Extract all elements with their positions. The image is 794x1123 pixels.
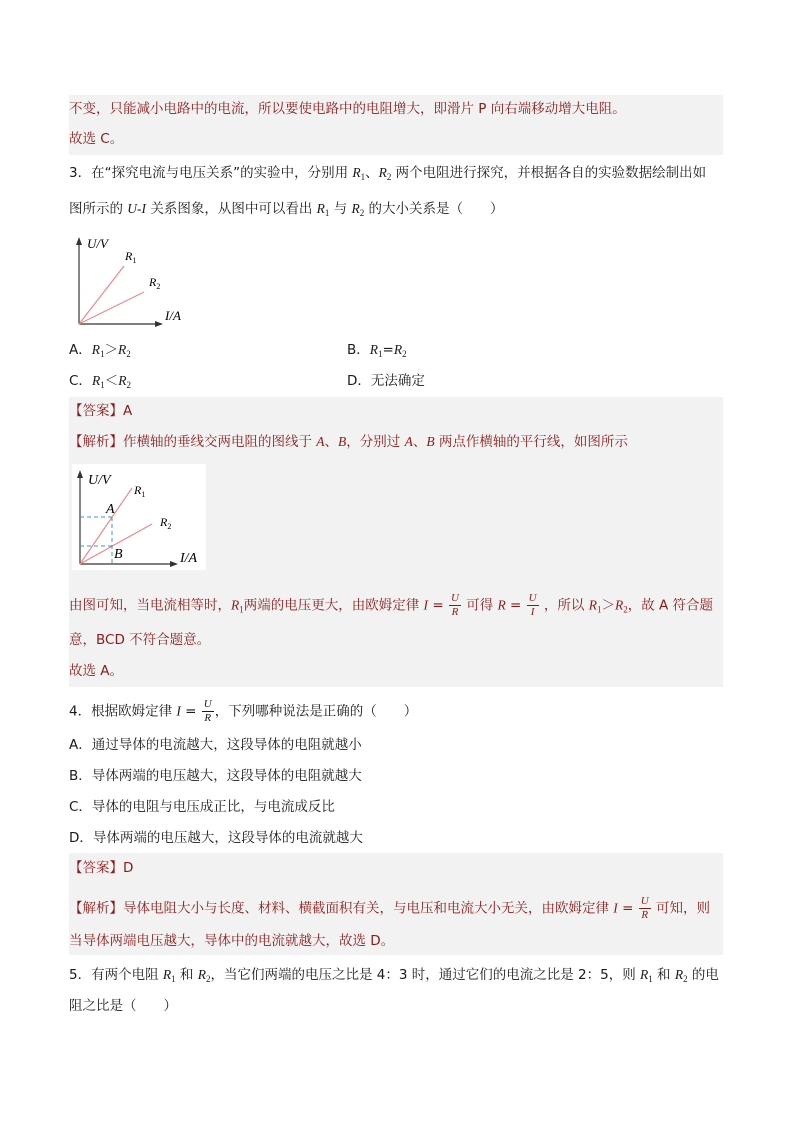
ohm-fraction: $\frac{U}{R}$ xyxy=(640,895,649,921)
point-a-label: A xyxy=(106,502,115,517)
q5-stem-line2: 阻之比是（ ） xyxy=(69,998,177,1014)
q3-conclusion-line1: 由图可知，当电流相等时，$R_1$两端的电压更大，由欧姆定律 I = $\frac{U}{R}$ 可得 R = $\frac{U}{I}$ ，所以 $R_1>R_2$，故 A 符合题 xyxy=(69,592,714,618)
q4-analysis-line2: 当导体两端电压越大，导体中的电流就越大，故选 D。 xyxy=(69,933,395,949)
q4-analysis-line1: 【解析】导体电阻大小与长度、材料、横截面积有关，与电压和电流大小无关，由欧姆定律 I = $\frac{U}{R}$ 可知，则 xyxy=(69,895,710,921)
x-axis-arrow xyxy=(155,321,163,327)
line-r1 xyxy=(79,266,124,324)
y-axis-label: U/V xyxy=(87,236,108,251)
q5-stem-line1: 5．有两个电阻 $R_1$ 和 $R_2$，当它们两端的电压之比是 4：3 时，通过它们的电流之比是 2：5，则 $R_1$ 和 $R_2$ 的电 xyxy=(69,967,719,984)
q3-ui-graph xyxy=(69,232,199,330)
q3-option-b: B．$R_1=R_2$ xyxy=(347,342,407,359)
prev-choice: 故选 C。 xyxy=(69,131,124,147)
q3-stem-line2: 图所示的 U-I 关系图象，从图中可以看出 $R_1$ 与 $R_2$ 的大小关系是（ ） xyxy=(69,201,504,218)
line-r1 xyxy=(80,488,132,564)
label-r1: $R_1$ xyxy=(134,483,146,499)
q3-analysis-graph xyxy=(72,464,206,570)
ohm-fraction: $\frac{U}{R}$ xyxy=(203,698,212,724)
q3-stem-line1: 3．在“探究电流与电压关系”的实验中，分别用 $R_1$、$R_2$ 两个电阻进行探究，并根据各自的实验数据绘制出如 xyxy=(69,165,707,182)
q3-answer: 【答案】A xyxy=(69,403,133,419)
y-axis-arrow xyxy=(77,470,83,478)
x-axis-arrow xyxy=(170,561,178,567)
prev-analysis-text: 不变，只能减小电路中的电流，所以要使电路中的电阻增大，即滑片 P 向右端移动增大电阻。 xyxy=(69,101,626,117)
resistance-fraction: $\frac{U}{I}$ xyxy=(528,592,537,618)
q4-option-c: C．导体的电阻与电压成正比，与电流成反比 xyxy=(69,799,335,815)
label-r2: $R_2$ xyxy=(149,275,161,291)
x-axis-label: I/A xyxy=(180,551,198,566)
q3-conclusion-line2: 意，BCD 不符合题意。 xyxy=(69,632,211,648)
point-b-label: B xyxy=(114,547,123,562)
x-axis-label: I/A xyxy=(165,308,181,323)
line-r2 xyxy=(79,292,144,324)
y-axis-label: U/V xyxy=(88,473,111,488)
q3-analysis-line1: 【解析】作横轴的垂线交两电阻的图线于 A、B，分别过 A、B 两点作横轴的平行线，如图所示 xyxy=(69,434,628,450)
ohm-fraction: $\frac{U}{R}$ xyxy=(450,592,459,618)
q3-option-c: C．$R_1<R_2$ xyxy=(69,373,131,390)
q4-option-d: D．导体两端的电压越大，这段导体的电流就越大 xyxy=(69,830,363,846)
q3-choice: 故选 A。 xyxy=(69,663,124,679)
q3-option-d: D．无法确定 xyxy=(347,373,425,389)
q3-option-a: A．$R_1>R_2$ xyxy=(69,342,131,359)
q4-answer: 【答案】D xyxy=(69,860,134,876)
q4-option-b: B．导体两端的电压越大，这段导体的电阻就越大 xyxy=(69,768,362,784)
q4-option-a: A．通过导体的电流越大，这段导体的电阻就越小 xyxy=(69,737,362,753)
label-r2: $R_2$ xyxy=(160,515,172,531)
label-r1: $R_1$ xyxy=(125,249,137,265)
y-axis-arrow xyxy=(76,237,82,245)
q4-stem: 4．根据欧姆定律 I = $\frac{U}{R}$ ，下列哪种说法是正确的（ ） xyxy=(69,698,418,724)
